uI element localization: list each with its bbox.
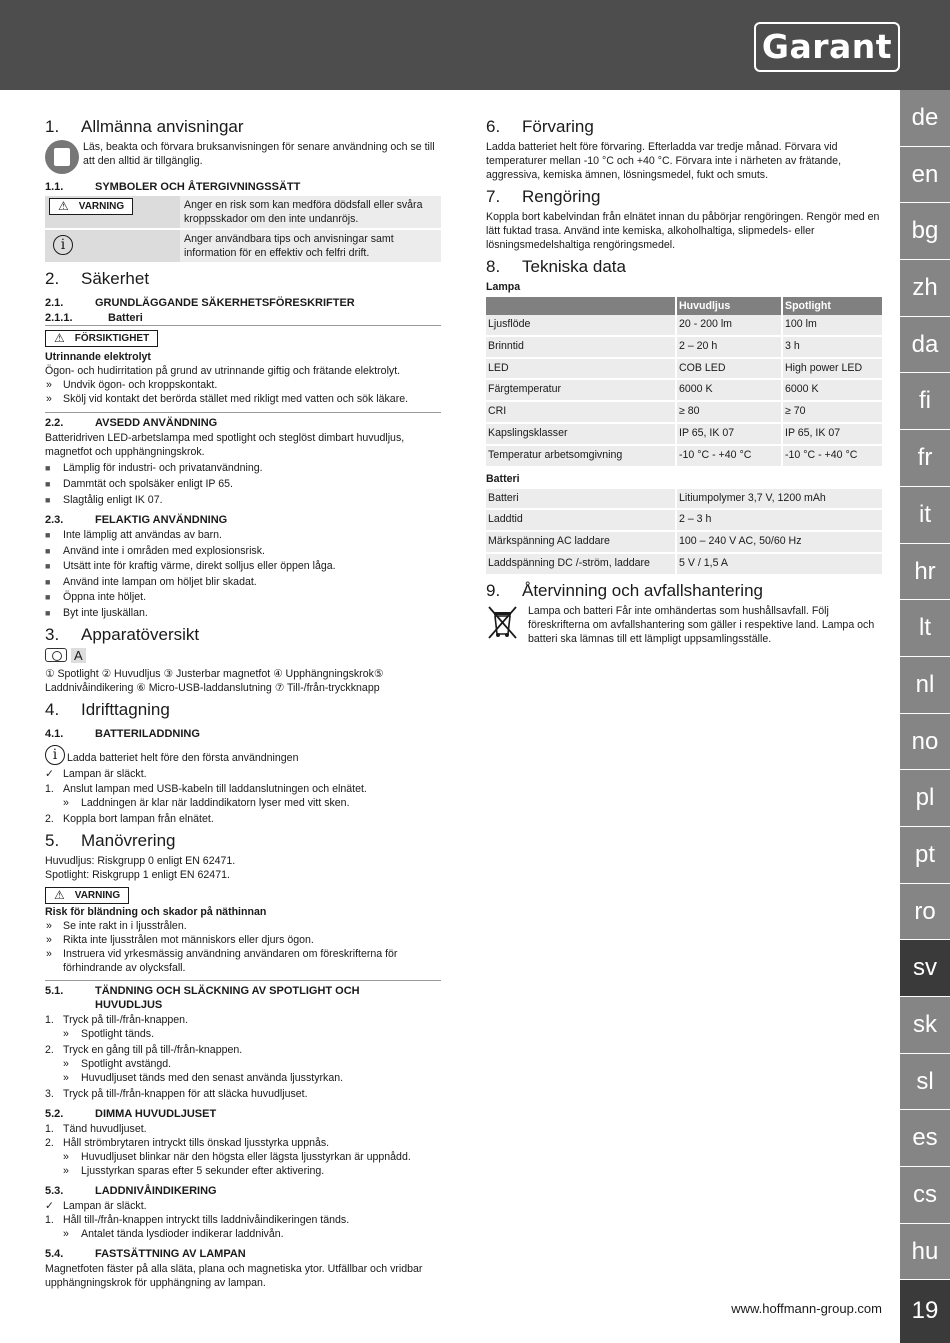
- table-header-cell: Spotlight: [782, 297, 882, 315]
- section-5-1-heading: 5.1. TÄNDNING OCH SLÄCKNING AV SPOTLIGHT OCH HUVUDLJUS: [45, 980, 441, 1012]
- info-icon: i: [53, 235, 73, 255]
- charge-info-text: Ladda batteriet helt före den första användningen: [67, 751, 299, 764]
- storage-text: Ladda batteriet helt före förvaring. Efterladda var tredje månad. Förvara vid temperaturer mellan -10 °C och +40 °C. Förvara inte i närheten av frätande, aggressiva, kemiska ämnen, lösningsmedel, fukt och smuts.: [486, 141, 842, 181]
- step: 2. Håll strömbrytaren intryckt tills önskad ljusstyrka uppnås.: [45, 1136, 330, 1149]
- disposal-text: Lampa och batteri Får inte omhändertas som hushållsavfall. Följ föreskrifterna om avfallshantering som gäller i respektive land. Lampa och batteri ska lämnas till ett lämpligt uppsamlingsställe.: [528, 604, 875, 645]
- section-8-heading: 8. Tekniska data: [486, 257, 626, 276]
- garant-logo: Garant: [754, 22, 900, 72]
- list-item: » Skölj vid kontakt det berörda stället med rikligt med vatten och sök läkare.: [45, 392, 441, 406]
- warning-heading: Risk för bländning och skador på näthinnan: [45, 905, 267, 918]
- table-cell: ≥ 80: [676, 401, 782, 423]
- intro-text: Läs, beakta och förvara bruksanvisningen för senare användning och se till att den alltid är tillgänglig.: [83, 141, 435, 167]
- table-row: [486, 553, 882, 575]
- table-cell: Laddspänning DC /-ström, laddare: [486, 553, 676, 575]
- language-tab-cs[interactable]: cs: [900, 1167, 950, 1224]
- warning-description: Anger en risk som kan medföra dödsfall eller svåra kroppsskador om den inte undanröjs.: [180, 196, 441, 229]
- step-result: » Ljusstyrkan sparas efter 5 sekunder efter aktivering.: [63, 1164, 325, 1177]
- intended-use-text: Batteridriven LED-arbetslampa med spotlight och steglöst dimbart huvudljus, magnetfot och upphängningskrok.: [45, 432, 405, 458]
- precondition: ✓ Lampan är släckt.: [45, 1199, 147, 1212]
- step-result: » Spotlight tänds.: [63, 1027, 155, 1040]
- language-tab-it[interactable]: it: [900, 487, 950, 544]
- cleaning-text: Koppla bort kabelvindan från elnätet innan du påbörjar rengöringen. Rengör med en lätt fuktad trasa. Använd inte kemiska, alkoholhaltiga, slipmedels- eller lösningsmedelshaltiga rengöringsmedel.: [486, 211, 880, 251]
- section-4-heading: 4. Idrifttagning: [45, 699, 170, 719]
- misuse-list: [45, 528, 441, 620]
- section-2-1-heading: 2.1. GRUNDLÄGGANDE SÄKERHETSFÖRESKRIFTER: [45, 297, 355, 309]
- table-cell: Färgtemperatur: [486, 379, 676, 401]
- table-cell: -10 °C - +40 °C: [676, 445, 782, 467]
- language-tab-nl[interactable]: nl: [900, 657, 950, 714]
- table-cell: CRI: [486, 401, 676, 423]
- warning-triangle-icon: ⚠: [54, 331, 65, 345]
- table-cell: Kapslingsklasser: [486, 423, 676, 445]
- section-3-heading: 3. Apparatöversikt: [45, 624, 200, 644]
- language-tab-sk[interactable]: sk: [900, 997, 950, 1054]
- section-6-heading: 6. Förvaring: [486, 117, 594, 136]
- table-cell: 6000 K: [782, 379, 882, 401]
- intended-use-list: [45, 461, 441, 507]
- table-cell: Temperatur arbetsomgivning: [486, 445, 676, 467]
- battery-spec-table: [486, 489, 882, 576]
- table-row: [486, 358, 882, 380]
- warning-list: [45, 919, 441, 975]
- list-item: » Se inte rakt in i ljusstrålen.: [45, 919, 441, 933]
- step-result: » Antalet tända lysdioder indikerar laddnivån.: [63, 1227, 284, 1240]
- risk-group-spot: Spotlight: Riskgrupp 1 enligt EN 62471.: [45, 868, 230, 881]
- figure-reference: [45, 648, 441, 663]
- language-tabs: [900, 90, 950, 1280]
- section-5-4-heading: 5.4. FASTSÄTTNING AV LAMPAN: [45, 1247, 246, 1260]
- section-5-3-heading: 5.3. LADDNIVÅINDIKERING: [45, 1184, 217, 1197]
- table-header-cell: [486, 297, 676, 315]
- step-result: » Spotlight avstängd.: [63, 1057, 172, 1070]
- language-tab-no[interactable]: no: [900, 714, 950, 771]
- list-item: ■ Använd inte i områden med explosionsrisk.: [45, 544, 441, 558]
- check-icon: ✓: [45, 1199, 54, 1212]
- table-cell: High power LED: [782, 358, 882, 380]
- camera-icon: [45, 648, 67, 662]
- language-tab-da[interactable]: da: [900, 317, 950, 374]
- section-2-1-1-heading: 2.1.1. Batteri: [45, 311, 441, 326]
- language-tab-es[interactable]: es: [900, 1110, 950, 1167]
- section-5-heading: 5. Manövrering: [45, 830, 176, 850]
- table-cell: 100 – 240 V AC, 50/60 Hz: [676, 531, 882, 553]
- language-tab-pt[interactable]: pt: [900, 827, 950, 884]
- list-item: ■ Lämplig för industri- och privatanvändning.: [45, 461, 441, 475]
- step: 1. Anslut lampan med USB-kabeln till laddanslutningen och elnätet.: [45, 782, 367, 795]
- language-tab-bg[interactable]: bg: [900, 203, 950, 260]
- list-item: ■ Inte lämplig att användas av barn.: [45, 528, 441, 542]
- symbol-table: [45, 196, 441, 264]
- table-cell: 3 h: [782, 336, 882, 358]
- component-list: ① Spotlight ② Huvudljus ③ Justerbar magnetfot ④ Upphängningskrok⑤ Laddnivåindikering ⑥ Micro-USB-laddanslutning ⑦ Till-/från-tryckknapp: [45, 667, 384, 694]
- warning-tag: ⚠ VARNING: [49, 198, 133, 215]
- language-tab-sv[interactable]: sv: [900, 940, 950, 997]
- warning-triangle-icon: ⚠: [58, 199, 69, 213]
- language-tab-fi[interactable]: fi: [900, 373, 950, 430]
- language-tab-ro[interactable]: ro: [900, 884, 950, 941]
- figure-label: A: [71, 648, 86, 663]
- table-cell: 6000 K: [676, 379, 782, 401]
- read-manual-note: [45, 140, 441, 174]
- table-cell: Batteri: [486, 489, 676, 510]
- language-tab-en[interactable]: en: [900, 147, 950, 204]
- list-item: » Instruera vid yrkesmässig användning användaren om föreskrifterna för förhindrande av olycksfall.: [45, 947, 441, 975]
- table-cell: Laddtid: [486, 509, 676, 531]
- table-cell: 20 - 200 lm: [676, 315, 782, 336]
- crossed-bin-icon: [486, 604, 520, 640]
- table-row: [486, 445, 882, 467]
- list-item: ■ Byt inte ljuskällan.: [45, 606, 441, 620]
- list-item: » Undvik ögon- och kroppskontakt.: [45, 378, 441, 392]
- check-icon: ✓: [45, 767, 54, 780]
- table-row: [486, 379, 882, 401]
- table-cell: 2 – 20 h: [676, 336, 782, 358]
- step: 2. Koppla bort lampan från elnätet.: [45, 812, 214, 825]
- section-4-1-heading: 4.1. BATTERILADDNING: [45, 727, 200, 740]
- warning-tag: ⚠ VARNING: [45, 887, 129, 904]
- step-result: » Huvudljuset tänds med den senast använda ljusstyrkan.: [63, 1071, 344, 1084]
- caution-text: Ögon- och hudirritation på grund av utrinnande giftig och frätande elektrolyt.: [45, 365, 401, 377]
- caution-list: [45, 378, 441, 406]
- table-cell: -10 °C - +40 °C: [782, 445, 882, 467]
- table-row: [486, 336, 882, 358]
- language-tab-hu[interactable]: hu: [900, 1224, 950, 1281]
- list-item: » Rikta inte ljusstrålen mot människors eller djurs ögon.: [45, 933, 441, 947]
- table-cell: ≥ 70: [782, 401, 882, 423]
- step: 1. Håll till-/från-knappen intryckt tills laddnivåindikeringen tänds.: [45, 1213, 350, 1226]
- table-cell: Litiumpolymer 3,7 V, 1200 mAh: [676, 489, 882, 510]
- read-manual-icon: [45, 140, 79, 174]
- table-row: [486, 531, 882, 553]
- precondition: ✓ Lampan är släckt.: [45, 767, 147, 780]
- step-result: » Huvudljuset blinkar när den högsta eller lägsta ljusstyrkan är uppnådd.: [63, 1150, 411, 1163]
- footer-url: www.hoffmann-group.com: [731, 1301, 882, 1316]
- list-item: ■ Öppna inte höljet.: [45, 590, 441, 604]
- section-9-heading: 9. Återvinning och avfallshantering: [486, 580, 763, 600]
- list-item: ■ Slagtålig enligt IK 07.: [45, 493, 441, 507]
- language-tab-sl[interactable]: sl: [900, 1054, 950, 1111]
- page-number: 19: [900, 1280, 950, 1343]
- mounting-text: Magnetfoten fäster på alla släta, plana och magnetiska ytor. Utfällbar och vridbar upphängningskrok för upphängning av lampan.: [45, 1262, 423, 1289]
- table-row: [486, 489, 882, 510]
- page-header: [0, 0, 950, 90]
- caution-heading: Utrinnande elektrolyt: [45, 351, 151, 363]
- table-row: [486, 401, 882, 423]
- table-cell: 100 lm: [782, 315, 882, 336]
- table-cell: LED: [486, 358, 676, 380]
- info-icon: i: [45, 745, 65, 765]
- risk-group-main: Huvudljus: Riskgrupp 0 enligt EN 62471.: [45, 854, 236, 867]
- table-cell: COB LED: [676, 358, 782, 380]
- table-cell: IP 65, IK 07: [782, 423, 882, 445]
- step-result: » Laddningen är klar när laddindikatorn lyser med vitt sken.: [63, 796, 350, 809]
- table-cell: Ljusflöde: [486, 315, 676, 336]
- step: 1. Tryck på till-/från-knappen.: [45, 1013, 189, 1026]
- table-row: [486, 509, 882, 531]
- language-tab-hr[interactable]: hr: [900, 544, 950, 601]
- language-tab-de[interactable]: de: [900, 90, 950, 147]
- table-cell: 5 V / 1,5 A: [676, 553, 882, 575]
- table-cell: Märkspänning AC laddare: [486, 531, 676, 553]
- table-row: [486, 315, 882, 336]
- table-cell: Brinntid: [486, 336, 676, 358]
- section-1-heading: 1. Allmänna anvisningar: [45, 117, 244, 136]
- section-2-heading: 2. Säkerhet: [45, 269, 150, 288]
- table-cell: IP 65, IK 07: [676, 423, 782, 445]
- charge-info-note: [45, 745, 441, 765]
- section-2-3-heading: 2.3. FELAKTIG ANVÄNDNING: [45, 514, 228, 526]
- info-description: Anger användbara tips och anvisningar samt information för en effektiv och felfri drift.: [180, 229, 441, 263]
- step: 1. Tänd huvudljuset.: [45, 1122, 147, 1135]
- disposal-note: [486, 604, 882, 646]
- table-row: [486, 423, 882, 445]
- language-tab-lt[interactable]: lt: [900, 600, 950, 657]
- lamp-table-label: Lampa: [486, 281, 521, 293]
- section-7-heading: 7. Rengöring: [486, 187, 601, 206]
- section-5-2-heading: 5.2. DIMMA HUVUDLJUSET: [45, 1107, 217, 1120]
- battery-table-label: Batteri: [486, 472, 520, 485]
- lamp-spec-table: [486, 297, 882, 468]
- caution-tag: ⚠ FÖRSIKTIGHET: [45, 330, 158, 347]
- warning-triangle-icon: ⚠: [54, 887, 65, 902]
- left-column: [45, 112, 441, 1290]
- list-item: ■ Utsätt inte för kraftig värme, direkt solljus eller öppen låga.: [45, 559, 441, 573]
- step: 2. Tryck en gång till på till-/från-knappen.: [45, 1043, 243, 1056]
- list-item: ■ Dammtät och spolsäker enligt IP 65.: [45, 477, 441, 491]
- table-cell: 2 – 3 h: [676, 509, 882, 531]
- table-header-cell: Huvudljus: [676, 297, 782, 315]
- section-1-1-heading: 1.1. SYMBOLER OCH ÅTERGIVNINGSSÄTT: [45, 181, 301, 193]
- list-item: ■ Använd inte lampan om höljet blir skadat.: [45, 575, 441, 589]
- section-2-2-heading: 2.2. AVSEDD ANVÄNDNING: [45, 412, 441, 430]
- right-column: [486, 112, 882, 650]
- language-tab-zh[interactable]: zh: [900, 260, 950, 317]
- language-tab-pl[interactable]: pl: [900, 770, 950, 827]
- language-tab-fr[interactable]: fr: [900, 430, 950, 487]
- step: 3. Tryck på till-/från-knappen för att släcka huvudljuset.: [45, 1087, 308, 1100]
